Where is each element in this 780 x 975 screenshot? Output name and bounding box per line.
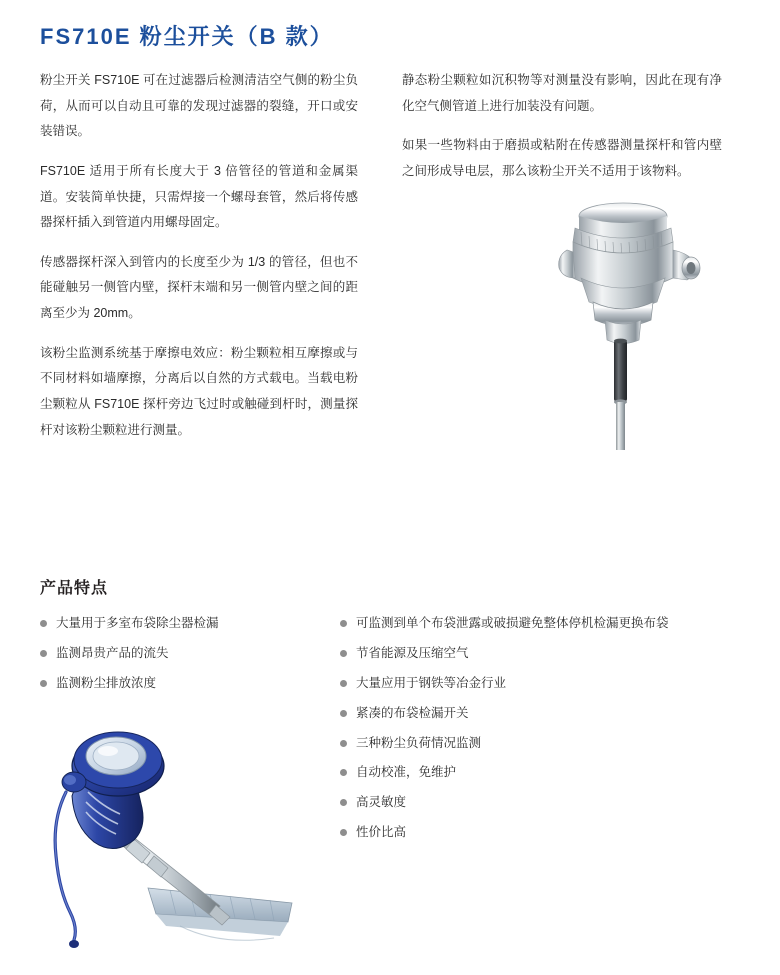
bullet-icon — [40, 620, 47, 627]
feature-label: 三种粉尘负荷情况监测 — [356, 735, 482, 750]
list-item — [340, 705, 730, 722]
list-item — [340, 615, 730, 632]
paragraph: 传感器探杆深入到管内的长度至少为 1/3 的管径，但也不能碰触另一侧管内壁，探杆末端和另一侧管内壁之间的距离至少为 20mm。 — [40, 254, 358, 320]
bullet-icon — [340, 769, 347, 776]
feature-label: 可监测到单个布袋泄露或破损避免整体停机检漏更换布袋 — [356, 616, 669, 630]
list-item — [40, 675, 340, 692]
list-item — [340, 764, 730, 781]
feature-label: 紧凑的布袋检漏开关 — [356, 705, 469, 720]
bullet-icon — [340, 829, 347, 836]
list-item — [340, 735, 730, 752]
feature-label: 自动校准，免维护 — [356, 765, 457, 780]
paragraph: 粉尘开关 FS710E 可在过滤器后检测清洁空气侧的粉尘负荷，从而可以自动且可靠的发现过滤器的裂缝，开口或安装错误。 — [40, 73, 358, 139]
list-item — [340, 824, 730, 841]
page-title: FS710E 粉尘开关（B 款） — [40, 24, 334, 49]
bullet-icon — [340, 650, 347, 657]
paragraph: 静态粉尘颗粒如沉积物等对测量没有影响，因此在现有净化空气侧管道上进行加装没有问题。 — [402, 73, 722, 113]
paragraph: FS710E 适用于所有长度大于 3 倍管径的管道和金属渠道。安装简单快捷，只需焊接一个螺母套管，然后将传感器探杆插入到管道内用螺母固定。 — [40, 163, 358, 230]
feature-label: 节省能源及压缩空气 — [356, 645, 469, 660]
list-item — [40, 615, 340, 632]
list-item — [40, 645, 340, 662]
paragraph: 该粉尘监测系统基于摩擦电效应：粉尘颗粒相互摩擦或与不同材料如墙摩擦，分离后以自然的方式载电。当载电粉尘颗粒从 FS710E 探杆旁边飞过时或触碰到杆时，测量探杆对该粉尘颗粒进行测量。 — [40, 345, 358, 437]
bullet-icon — [40, 680, 47, 687]
bullet-icon — [340, 710, 347, 717]
list-item — [340, 675, 730, 692]
bullet-icon — [340, 740, 347, 747]
bullet-icon — [40, 650, 47, 657]
feature-list-left — [40, 615, 340, 705]
feature-label: 大量用于多室布袋除尘器检漏 — [56, 616, 219, 630]
dust-switch-sensor-photo — [505, 190, 735, 450]
feature-list-right — [340, 615, 730, 854]
list-item — [340, 645, 730, 662]
feature-label: 高灵敏度 — [356, 795, 407, 810]
paragraph: 如果一些物料由于磨损或粘附在传感器测量探杆和管内壁之间形成导电层，那么该粉尘开关不适用于该物料。 — [402, 138, 722, 178]
bullet-icon — [340, 620, 347, 627]
list-item — [340, 794, 730, 811]
feature-label: 监测昂贵产品的流失 — [56, 645, 169, 660]
feature-label: 大量应用于钢铁等冶金行业 — [356, 675, 507, 690]
bullet-icon — [340, 680, 347, 687]
left-text-column — [40, 68, 358, 443]
right-text-column — [402, 68, 722, 185]
feature-label: 性价比高 — [356, 825, 407, 840]
feature-label: 监测粉尘排放浓度 — [56, 675, 157, 690]
dust-switch-illustration — [30, 700, 330, 965]
bullet-icon — [340, 799, 347, 806]
section-heading: 产品特点 — [40, 580, 109, 597]
